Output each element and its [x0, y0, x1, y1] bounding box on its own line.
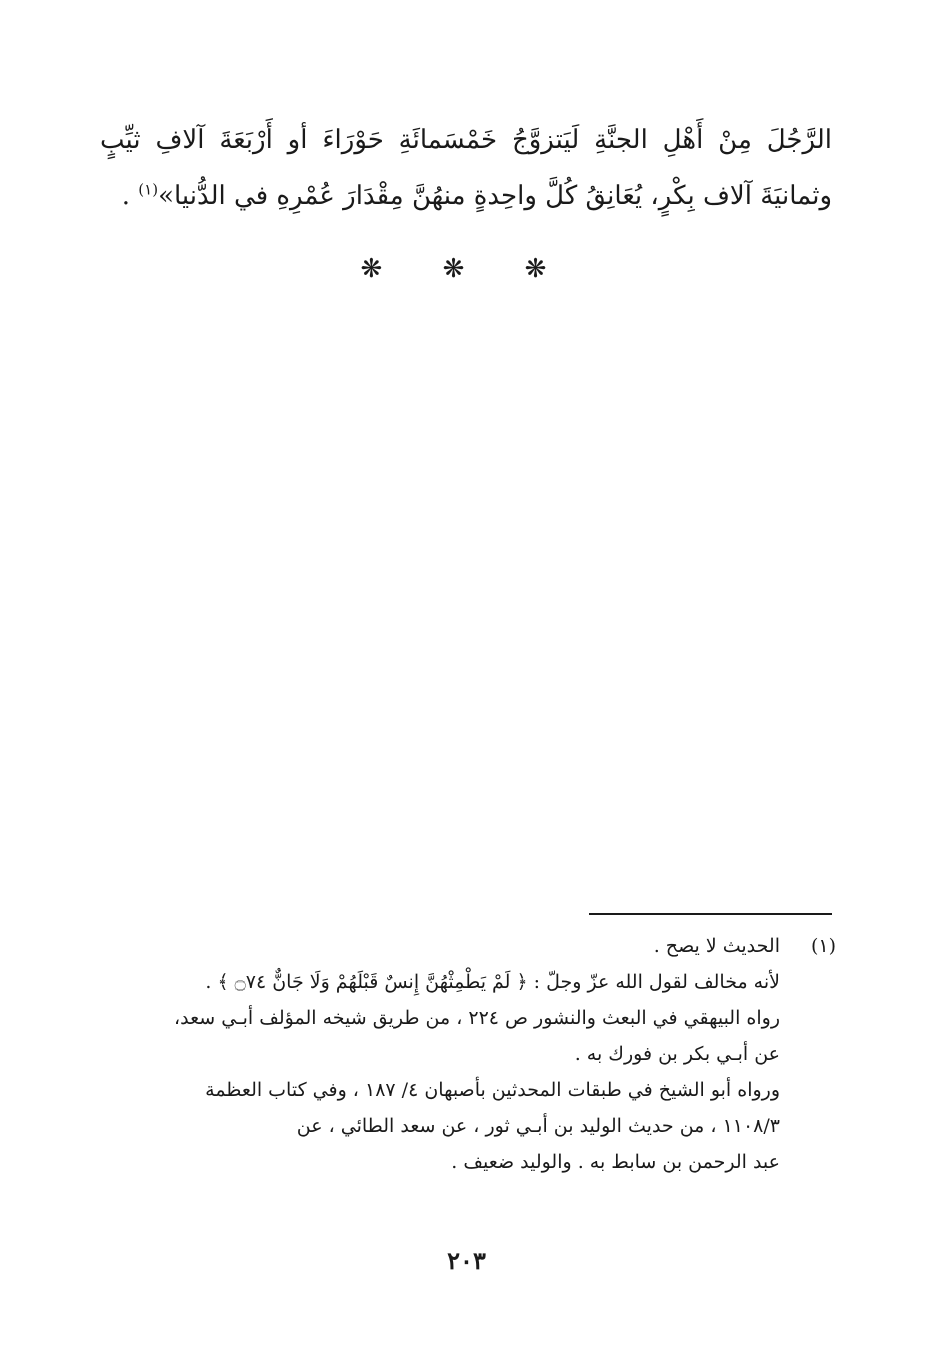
footnote-divider: [589, 913, 832, 915]
footnote-first-line: الحديث لا يصح .: [653, 935, 780, 957]
footnote-line: لأنه مخالف لقول الله عزّ وجلّ : ﴿ لَمْ يَطْمِثْهُنَّ إِنسٌ قَبْلَهُمْ وَلَا جَانٌّ ۝٧٤ ﴾ .: [205, 971, 780, 993]
main-text-body: الرَّجُلَ مِنْ أَهْلِ الجنَّةِ لَيَتزوَّجُ خَمْسَمائَةِ حَوْرَاءَ أو أَرْبَعَةَ آلافِ ثيِّبٍ وثمانيَةَ آلاف بِكْرٍ، يُعَانِقُ كُلَّ واحِدةٍ منهُنَّ مِقْدَارَ عُمْرِهِ في الدُّنيا»: [100, 125, 832, 211]
main-text-end-punct: .: [121, 181, 139, 211]
footnote-line: ورواه أبو الشيخ في طبقات المحدثين بأصبهان ٤/ ١٨٧ ، وفي كتاب العظمة: [205, 1079, 780, 1101]
footnote-reference: (١): [138, 180, 159, 199]
footnote-line: عن أبـي بكر بن فورك به .: [574, 1043, 780, 1065]
footnote-line: رواه البيهقي في البعث والنشور ص ٢٢٤ ، من طريق شيخه المؤلف أبـي سعد،: [173, 1007, 780, 1029]
footnote-first-row: [100, 928, 836, 964]
footnotes-section: [100, 928, 836, 1180]
footnote-line: ١١٠٨/٣ ، من حديث الوليد بن أبـي ثور ، عن سعد الطائي ، عن: [296, 1115, 780, 1137]
page-number: ٢٠٣: [447, 1246, 486, 1275]
footnote-body: [100, 964, 780, 1180]
footnote-line: عبد الرحمن بن سابط به . والوليد ضعيف .: [451, 1151, 780, 1173]
main-text-paragraph: [100, 112, 832, 224]
section-separator: ❋ ❋ ❋: [360, 254, 573, 284]
footnote-marker: (١): [810, 935, 836, 957]
